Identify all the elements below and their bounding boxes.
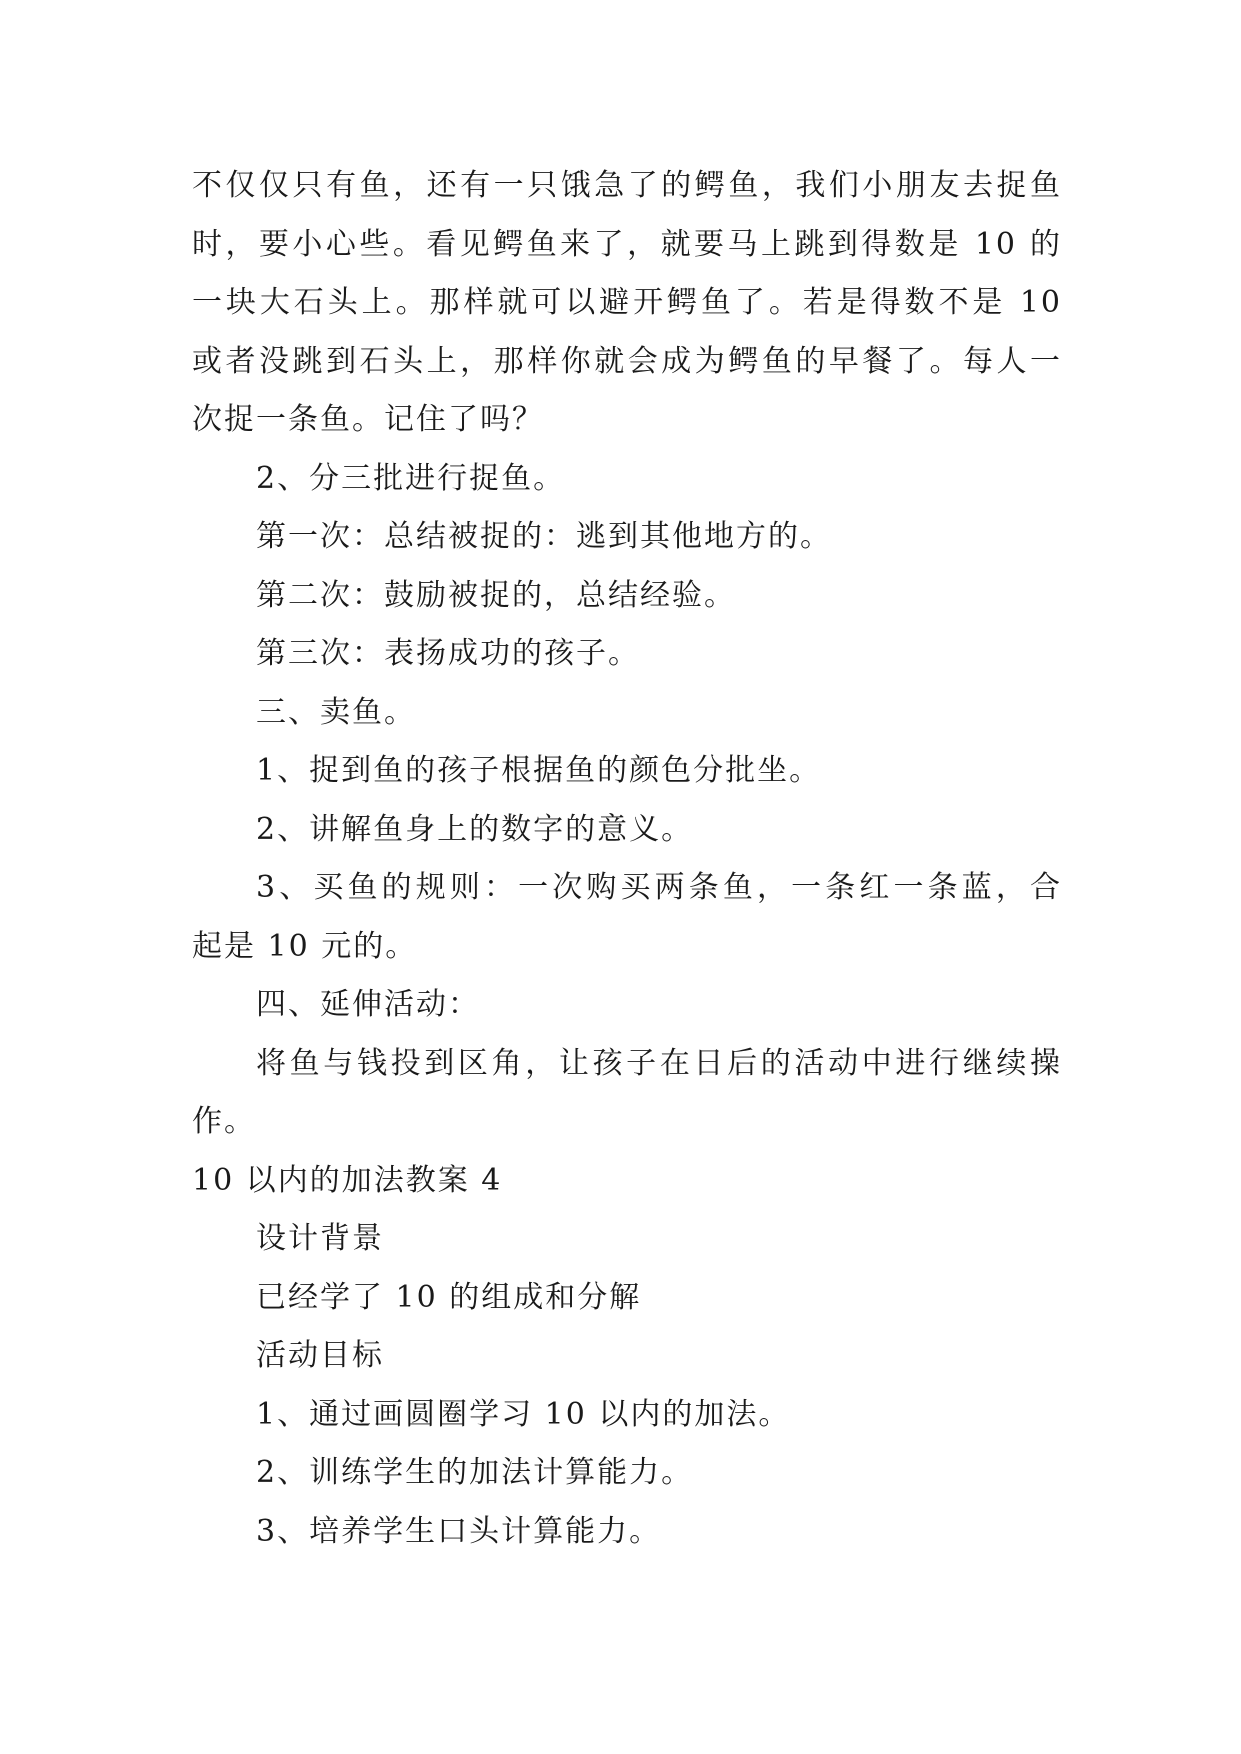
list-item: 3、买鱼的规则：一次购买两条鱼，一条红一条蓝，合 (256, 870, 1062, 905)
paragraph-line: 或者没跳到石头上，那样你就会成为鳄鱼的早餐了。每人一 (192, 343, 1062, 379)
document-title: 10 以内的加法教案 4 (192, 1162, 503, 1198)
list-item: 2、分三批进行捉鱼。 (256, 460, 566, 496)
section-heading: 设计背景 (256, 1221, 384, 1256)
section-heading: 四、延伸活动： (256, 987, 480, 1022)
list-item: 2、训练学生的加法计算能力。 (256, 1455, 694, 1490)
list-item: 第二次：鼓励被捉的，总结经验。 (256, 577, 736, 613)
paragraph-line: 不仅仅只有鱼，还有一只饿急了的鳄鱼，我们小朋友去捉鱼 (192, 168, 1062, 203)
paragraph-line: 时，要小心些。看见鳄鱼来了，就要马上跳到得数是 10 的 (192, 226, 1062, 262)
paragraph-line: 已经学了 10 的组成和分解 (256, 1279, 642, 1315)
list-item: 第一次：总结被捉的：逃到其他地方的。 (256, 519, 832, 554)
list-item: 2、讲解鱼身上的数字的意义。 (256, 811, 694, 847)
list-item: 3、培养学生口头计算能力。 (256, 1513, 662, 1549)
document-page (192, 157, 1062, 1561)
section-heading: 活动目标 (256, 1338, 384, 1373)
list-item: 第三次：表扬成功的孩子。 (256, 636, 640, 671)
list-item: 1、通过画圆圈学习 10 以内的加法。 (256, 1396, 791, 1432)
paragraph-line: 起是 10 元的。 (192, 928, 418, 964)
list-item: 1、捉到鱼的孩子根据鱼的颜色分批坐。 (256, 753, 822, 788)
paragraph-line: 作。 (192, 1104, 256, 1139)
paragraph-line: 一块大石头上。那样就可以避开鳄鱼了。若是得数不是 10 (192, 285, 1062, 320)
paragraph-line: 将鱼与钱投到区角，让孩子在日后的活动中进行继续操 (256, 1045, 1062, 1081)
section-heading: 三、卖鱼。 (256, 694, 416, 730)
paragraph-line: 次捉一条鱼。记住了吗？ (192, 402, 544, 437)
